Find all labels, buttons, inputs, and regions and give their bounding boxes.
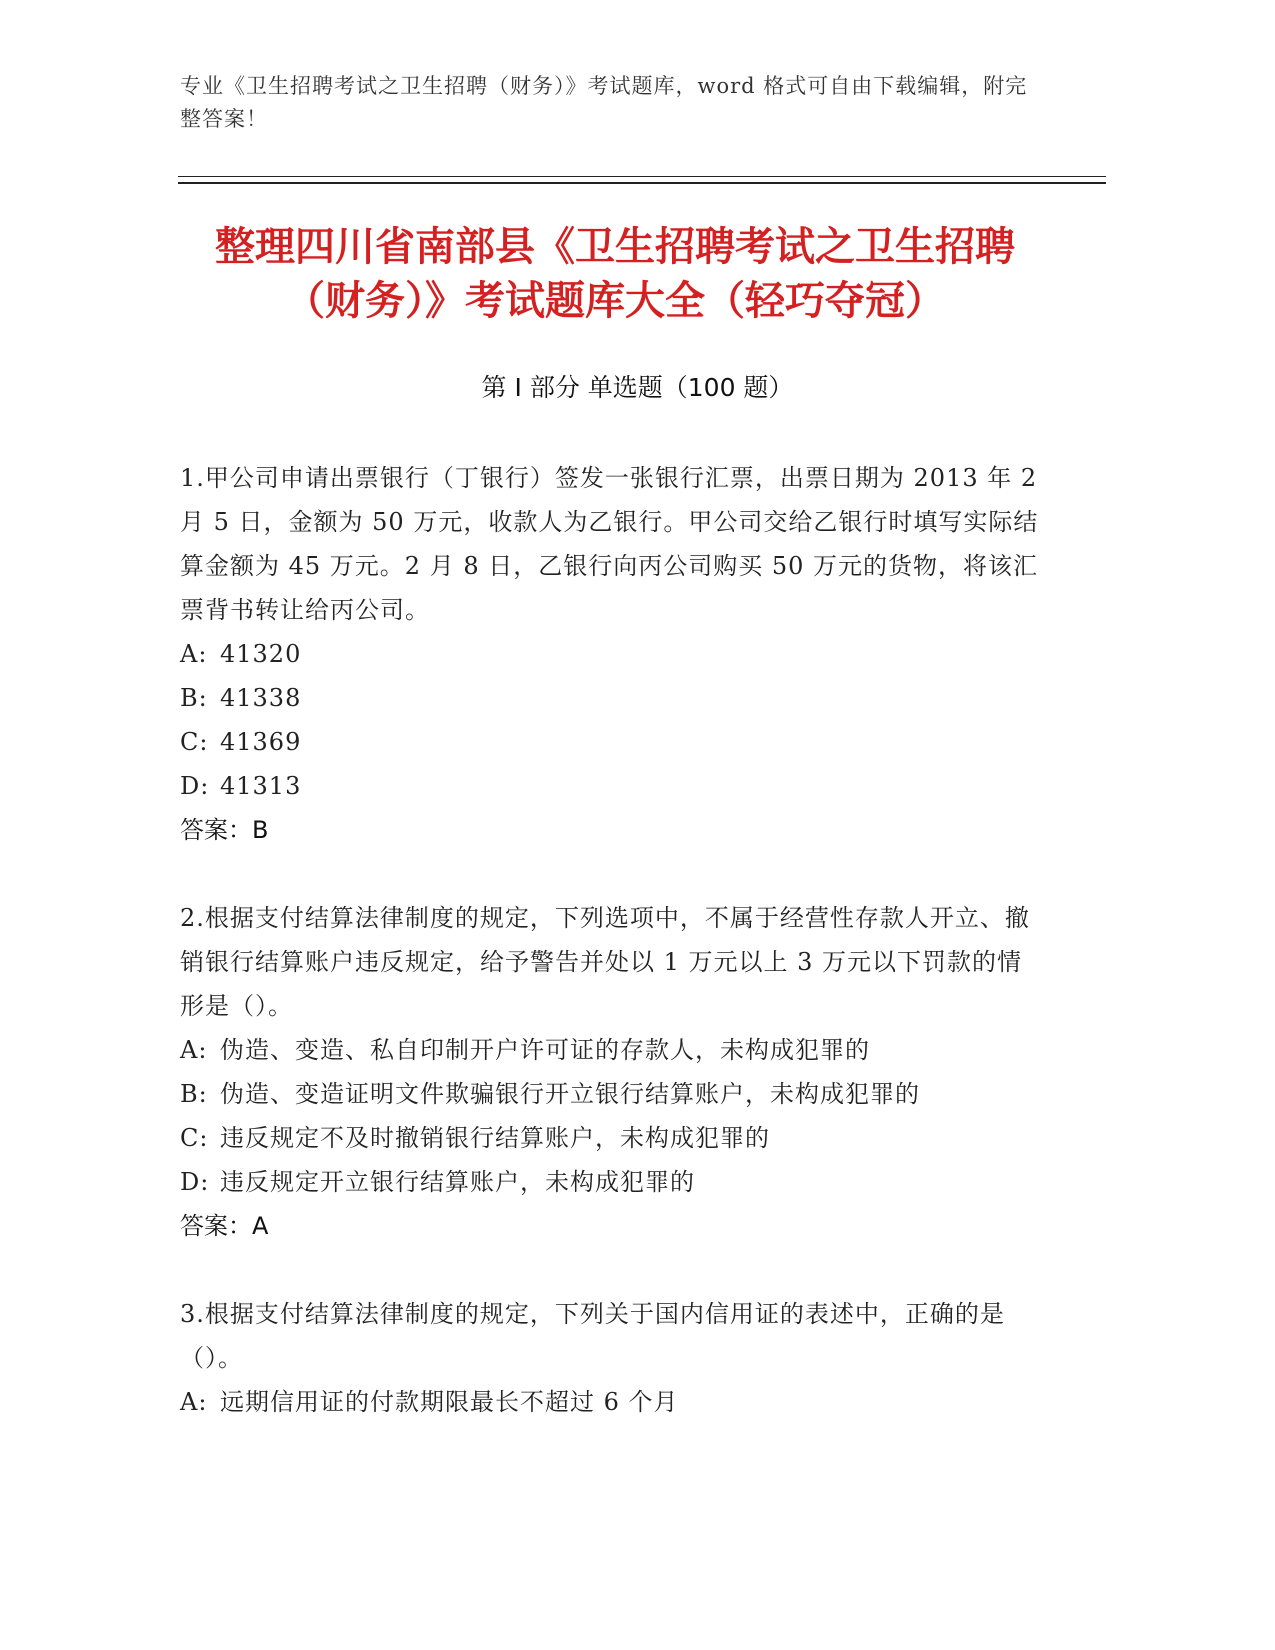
answer-line: 答案：A bbox=[180, 1212, 269, 1240]
option-letter: B: bbox=[180, 684, 208, 712]
option-b bbox=[180, 1072, 1040, 1116]
option-letter: A: bbox=[180, 1036, 208, 1064]
question-stem: 2.根据支付结算法律制度的规定，下列选项中，不属于经营性存款人开立、撤销银行结算账户违反规定，给予警告并处以 1 万元以上 3 万元以下罚款的情形是（）。 bbox=[180, 904, 1030, 1020]
option-text: 远期信用证的付款期限最长不超过 6 个月 bbox=[220, 1388, 679, 1416]
option-letter: D: bbox=[180, 1168, 210, 1196]
option-text: 伪造、变造证明文件欺骗银行开立银行结算账户，未构成犯罪的 bbox=[220, 1080, 920, 1108]
option-a bbox=[180, 1028, 1040, 1072]
header-note: 专业《卫生招聘考试之卫生招聘（财务）》考试题库，word 格式可自由下载编辑，附完整答案！ bbox=[180, 74, 1028, 131]
option-a bbox=[180, 1380, 1040, 1424]
question-3 bbox=[180, 1292, 1040, 1424]
option-d bbox=[180, 1160, 1040, 1204]
option-c bbox=[180, 1116, 1040, 1160]
answer-line: 答案：B bbox=[180, 816, 269, 844]
option-text: 伪造、变造、私自印制开户许可证的存款人，未构成犯罪的 bbox=[220, 1036, 870, 1064]
option-text: 违反规定不及时撤销银行结算账户，未构成犯罪的 bbox=[220, 1124, 770, 1152]
option-b bbox=[180, 676, 1040, 720]
question-1 bbox=[180, 456, 1040, 852]
question-2 bbox=[180, 896, 1040, 1248]
header-divider bbox=[178, 176, 1106, 184]
option-text: 41313 bbox=[220, 772, 302, 800]
document-title: 整理四川省南部县《卫生招聘考试之卫生招聘（财务）》考试题库大全（轻巧夺冠） bbox=[215, 224, 1015, 324]
question-stem: 1.甲公司申请出票银行（丁银行）签发一张银行汇票，出票日期为 2013 年 2 月 5 日，金额为 50 万元，收款人为乙银行。甲公司交给乙银行时填写实际结算金额为 45 万元。2 月 8 日，乙银行向丙公司购买 50 万元的货物，将该汇票背书转让给丙公司。 bbox=[180, 464, 1039, 624]
option-letter: C: bbox=[180, 728, 209, 756]
option-a bbox=[180, 632, 1040, 676]
option-text: 41369 bbox=[220, 728, 302, 756]
question-stem: 3.根据支付结算法律制度的规定，下列关于国内信用证的表述中，正确的是（）。 bbox=[180, 1300, 1005, 1372]
option-text: 41338 bbox=[220, 684, 302, 712]
option-text: 41320 bbox=[220, 640, 302, 668]
option-letter: A: bbox=[180, 1388, 208, 1416]
option-d bbox=[180, 764, 1040, 808]
option-c bbox=[180, 720, 1040, 764]
question-list bbox=[180, 456, 1040, 1468]
section-heading: 第 I 部分 单选题（100 题） bbox=[481, 373, 794, 402]
option-letter: C: bbox=[180, 1124, 209, 1152]
option-letter: A: bbox=[180, 640, 208, 668]
option-text: 违反规定开立银行结算账户，未构成犯罪的 bbox=[220, 1168, 695, 1196]
option-letter: B: bbox=[180, 1080, 208, 1108]
option-letter: D: bbox=[180, 772, 210, 800]
